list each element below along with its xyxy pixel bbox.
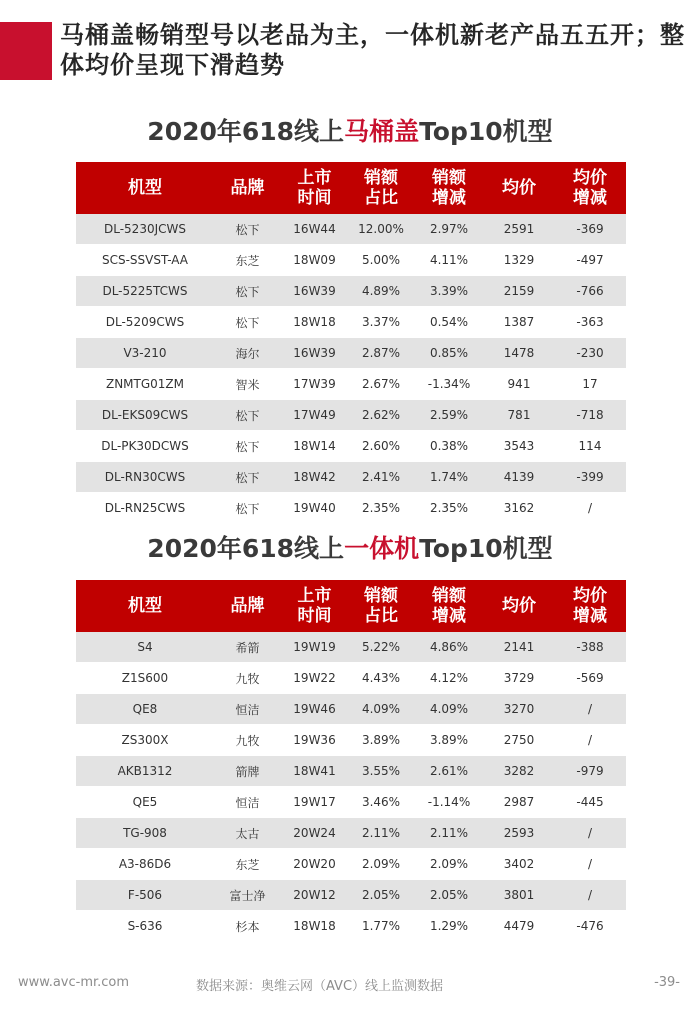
table-cell: 智米 (214, 369, 281, 400)
table-cell: 2987 (484, 787, 554, 818)
table-cell: 恒洁 (214, 787, 281, 818)
table-cell: 3.89% (414, 725, 484, 756)
table-cell: DL-RN30CWS (76, 462, 214, 493)
table-cell: 3.39% (414, 276, 484, 307)
table-cell: 3801 (484, 880, 554, 911)
table-cell: 2750 (484, 725, 554, 756)
table-cell: / (554, 725, 626, 756)
table2-header-cell: 均价 (484, 580, 554, 632)
table-row (76, 694, 626, 725)
table-cell: 4.43% (348, 663, 414, 694)
table-row (76, 493, 626, 524)
footer-page-number: -39- (654, 975, 680, 990)
table-cell: QE8 (76, 694, 214, 725)
table-cell: 2593 (484, 818, 554, 849)
table-cell: Z1S600 (76, 663, 214, 694)
table-cell: 19W22 (281, 663, 348, 694)
table-cell: 九牧 (214, 663, 281, 694)
table-cell: 3282 (484, 756, 554, 787)
table2-header-cell: 品牌 (214, 580, 281, 632)
table-cell: 0.38% (414, 431, 484, 462)
table-cell: 3402 (484, 849, 554, 880)
table-cell: 2.61% (414, 756, 484, 787)
table1-title (0, 112, 700, 148)
table-cell: TG-908 (76, 818, 214, 849)
table-cell: 2159 (484, 276, 554, 307)
table-cell: 3729 (484, 663, 554, 694)
table-cell: 2.35% (348, 493, 414, 524)
table-cell: S4 (76, 632, 214, 663)
table-row (76, 369, 626, 400)
table1-header-cell: 销额 增减 (414, 162, 484, 214)
table-cell: 4.89% (348, 276, 414, 307)
table-row (76, 431, 626, 462)
table-cell: 1329 (484, 245, 554, 276)
table-cell: 1.77% (348, 911, 414, 942)
table-cell: 富士净 (214, 880, 281, 911)
table-cell: S-636 (76, 911, 214, 942)
table1-header-cell: 销额 占比 (348, 162, 414, 214)
table-cell: A3-86D6 (76, 849, 214, 880)
table-cell: 2591 (484, 214, 554, 245)
table-cell: 114 (554, 431, 626, 462)
table2-header-cell: 上市 时间 (281, 580, 348, 632)
integrated-toilet-top10-table (76, 580, 626, 942)
table-cell: / (554, 849, 626, 880)
table-row (76, 663, 626, 694)
table2-title-prefix: 2020年618线上 (147, 534, 345, 563)
table2-header-cell: 均价 增减 (554, 580, 626, 632)
table2-title-suffix: Top10机型 (419, 534, 553, 563)
table-cell: 2.87% (348, 338, 414, 369)
table-cell: 17W49 (281, 400, 348, 431)
table-cell: 2.67% (348, 369, 414, 400)
table-cell: -766 (554, 276, 626, 307)
table-cell: DL-EKS09CWS (76, 400, 214, 431)
table1-title-prefix: 2020年618线上 (147, 117, 345, 146)
table-cell: 希箭 (214, 632, 281, 663)
table-cell: -399 (554, 462, 626, 493)
table-cell: 3543 (484, 431, 554, 462)
table-cell: 2.62% (348, 400, 414, 431)
table-cell: 17 (554, 369, 626, 400)
table-cell: 19W40 (281, 493, 348, 524)
table-cell: 4.09% (348, 694, 414, 725)
table-cell: 16W39 (281, 338, 348, 369)
table2-title-highlight: 一体机 (344, 534, 420, 563)
table-cell: 2.11% (414, 818, 484, 849)
table-cell: 2.05% (348, 880, 414, 911)
table-cell: 12.00% (348, 214, 414, 245)
table-cell: 东芝 (214, 245, 281, 276)
table-row (76, 632, 626, 663)
table-cell: -388 (554, 632, 626, 663)
table-cell: 5.22% (348, 632, 414, 663)
table-cell: 2.05% (414, 880, 484, 911)
table-cell: 20W12 (281, 880, 348, 911)
table-cell: 3.55% (348, 756, 414, 787)
table-cell: 松下 (214, 307, 281, 338)
table-cell: 恒洁 (214, 694, 281, 725)
table-cell: / (554, 493, 626, 524)
table-cell: 2.35% (414, 493, 484, 524)
table-cell: 0.85% (414, 338, 484, 369)
table-cell: 4.11% (414, 245, 484, 276)
table2-header-cell: 销额 增减 (414, 580, 484, 632)
table-cell: 0.54% (414, 307, 484, 338)
table-cell: F-506 (76, 880, 214, 911)
table-row (76, 400, 626, 431)
footer-source: 数据来源：奥维云网（AVC）线上监测数据 (196, 979, 444, 994)
table2-header-cell: 销额 占比 (348, 580, 414, 632)
table-cell: 松下 (214, 462, 281, 493)
table-cell: 箭牌 (214, 756, 281, 787)
table-cell: -445 (554, 787, 626, 818)
table-row (76, 880, 626, 911)
table-cell: -230 (554, 338, 626, 369)
table-cell: V3-210 (76, 338, 214, 369)
table-cell: 松下 (214, 431, 281, 462)
table-cell: 781 (484, 400, 554, 431)
table-row (76, 787, 626, 818)
table1-title-highlight: 马桶盖 (344, 117, 420, 146)
table-cell: 2141 (484, 632, 554, 663)
table-cell: 4139 (484, 462, 554, 493)
table-cell: 2.60% (348, 431, 414, 462)
table-cell: 16W44 (281, 214, 348, 245)
table-cell: ZNMTG01ZM (76, 369, 214, 400)
table-cell: 3.89% (348, 725, 414, 756)
table-cell: 4479 (484, 911, 554, 942)
table-cell: 941 (484, 369, 554, 400)
table-cell: 19W46 (281, 694, 348, 725)
table-row (76, 725, 626, 756)
table-cell: 18W18 (281, 911, 348, 942)
table-row (76, 756, 626, 787)
table-row (76, 307, 626, 338)
table-row (76, 462, 626, 493)
table-cell: 2.97% (414, 214, 484, 245)
table-cell: 1.29% (414, 911, 484, 942)
table1-header-cell: 均价 增减 (554, 162, 626, 214)
table-cell: 3162 (484, 493, 554, 524)
table-cell: / (554, 694, 626, 725)
table-cell: 九牧 (214, 725, 281, 756)
table-row (76, 818, 626, 849)
table-cell: DL-PK30DCWS (76, 431, 214, 462)
table2-header-row (76, 580, 626, 632)
table-cell: 3270 (484, 694, 554, 725)
table1-header-cell: 机型 (76, 162, 214, 214)
table-cell: 3.46% (348, 787, 414, 818)
table-cell: 东芝 (214, 849, 281, 880)
table-cell: 松下 (214, 276, 281, 307)
table-cell: 18W42 (281, 462, 348, 493)
table-cell: 17W39 (281, 369, 348, 400)
table-cell: DL-RN25CWS (76, 493, 214, 524)
table-cell: -569 (554, 663, 626, 694)
table-cell: 3.37% (348, 307, 414, 338)
table-cell: 2.11% (348, 818, 414, 849)
table-cell: 松下 (214, 214, 281, 245)
toilet-seat-top10-table (76, 162, 626, 524)
table1-header-cell: 均价 (484, 162, 554, 214)
table-cell: 2.09% (414, 849, 484, 880)
table-cell: 20W20 (281, 849, 348, 880)
table-cell: DL-5225TCWS (76, 276, 214, 307)
table-cell: 松下 (214, 400, 281, 431)
table-cell: 5.00% (348, 245, 414, 276)
footer-website[interactable]: www.avc-mr.com (18, 975, 130, 990)
table-cell: 20W24 (281, 818, 348, 849)
table-row (76, 338, 626, 369)
table1-header-cell: 上市 时间 (281, 162, 348, 214)
table2-title (0, 529, 700, 565)
table-cell: AKB1312 (76, 756, 214, 787)
table-row (76, 214, 626, 245)
table-row (76, 276, 626, 307)
table1-title-suffix: Top10机型 (419, 117, 553, 146)
table-cell: 4.86% (414, 632, 484, 663)
table-cell: 18W18 (281, 307, 348, 338)
table-cell: 18W09 (281, 245, 348, 276)
page-title: 马桶盖畅销型号以老品为主，一体机新老产品五五开；整体均价呈现下滑趋势 (60, 21, 685, 79)
table-cell: 1478 (484, 338, 554, 369)
table-cell: / (554, 818, 626, 849)
table-row (76, 245, 626, 276)
table-cell: ZS300X (76, 725, 214, 756)
table-cell: 1.74% (414, 462, 484, 493)
table-cell: 2.59% (414, 400, 484, 431)
table-cell: 19W19 (281, 632, 348, 663)
table-cell: 海尔 (214, 338, 281, 369)
table-cell: 2.41% (348, 462, 414, 493)
table-cell: 4.12% (414, 663, 484, 694)
table-row (76, 911, 626, 942)
table-cell: -718 (554, 400, 626, 431)
table-cell: 18W14 (281, 431, 348, 462)
table-cell: 18W41 (281, 756, 348, 787)
table-cell: 19W36 (281, 725, 348, 756)
table-cell: -1.14% (414, 787, 484, 818)
table-cell: -363 (554, 307, 626, 338)
table-cell: -476 (554, 911, 626, 942)
table-cell: 4.09% (414, 694, 484, 725)
table-cell: 1387 (484, 307, 554, 338)
title-accent-bar (0, 22, 52, 80)
table-cell: QE5 (76, 787, 214, 818)
table-cell: 2.09% (348, 849, 414, 880)
table-cell: DL-5230JCWS (76, 214, 214, 245)
table-cell: 16W39 (281, 276, 348, 307)
table-cell: 太古 (214, 818, 281, 849)
table-cell: 19W17 (281, 787, 348, 818)
table-cell: SCS-SSVST-AA (76, 245, 214, 276)
table-cell: -979 (554, 756, 626, 787)
table-row (76, 849, 626, 880)
table-cell: -497 (554, 245, 626, 276)
table-cell: / (554, 880, 626, 911)
table-cell: -1.34% (414, 369, 484, 400)
table-cell: 松下 (214, 493, 281, 524)
table1-header-row (76, 162, 626, 214)
table-cell: DL-5209CWS (76, 307, 214, 338)
table2-header-cell: 机型 (76, 580, 214, 632)
table-cell: -369 (554, 214, 626, 245)
table-cell: 杉本 (214, 911, 281, 942)
table1-header-cell: 品牌 (214, 162, 281, 214)
